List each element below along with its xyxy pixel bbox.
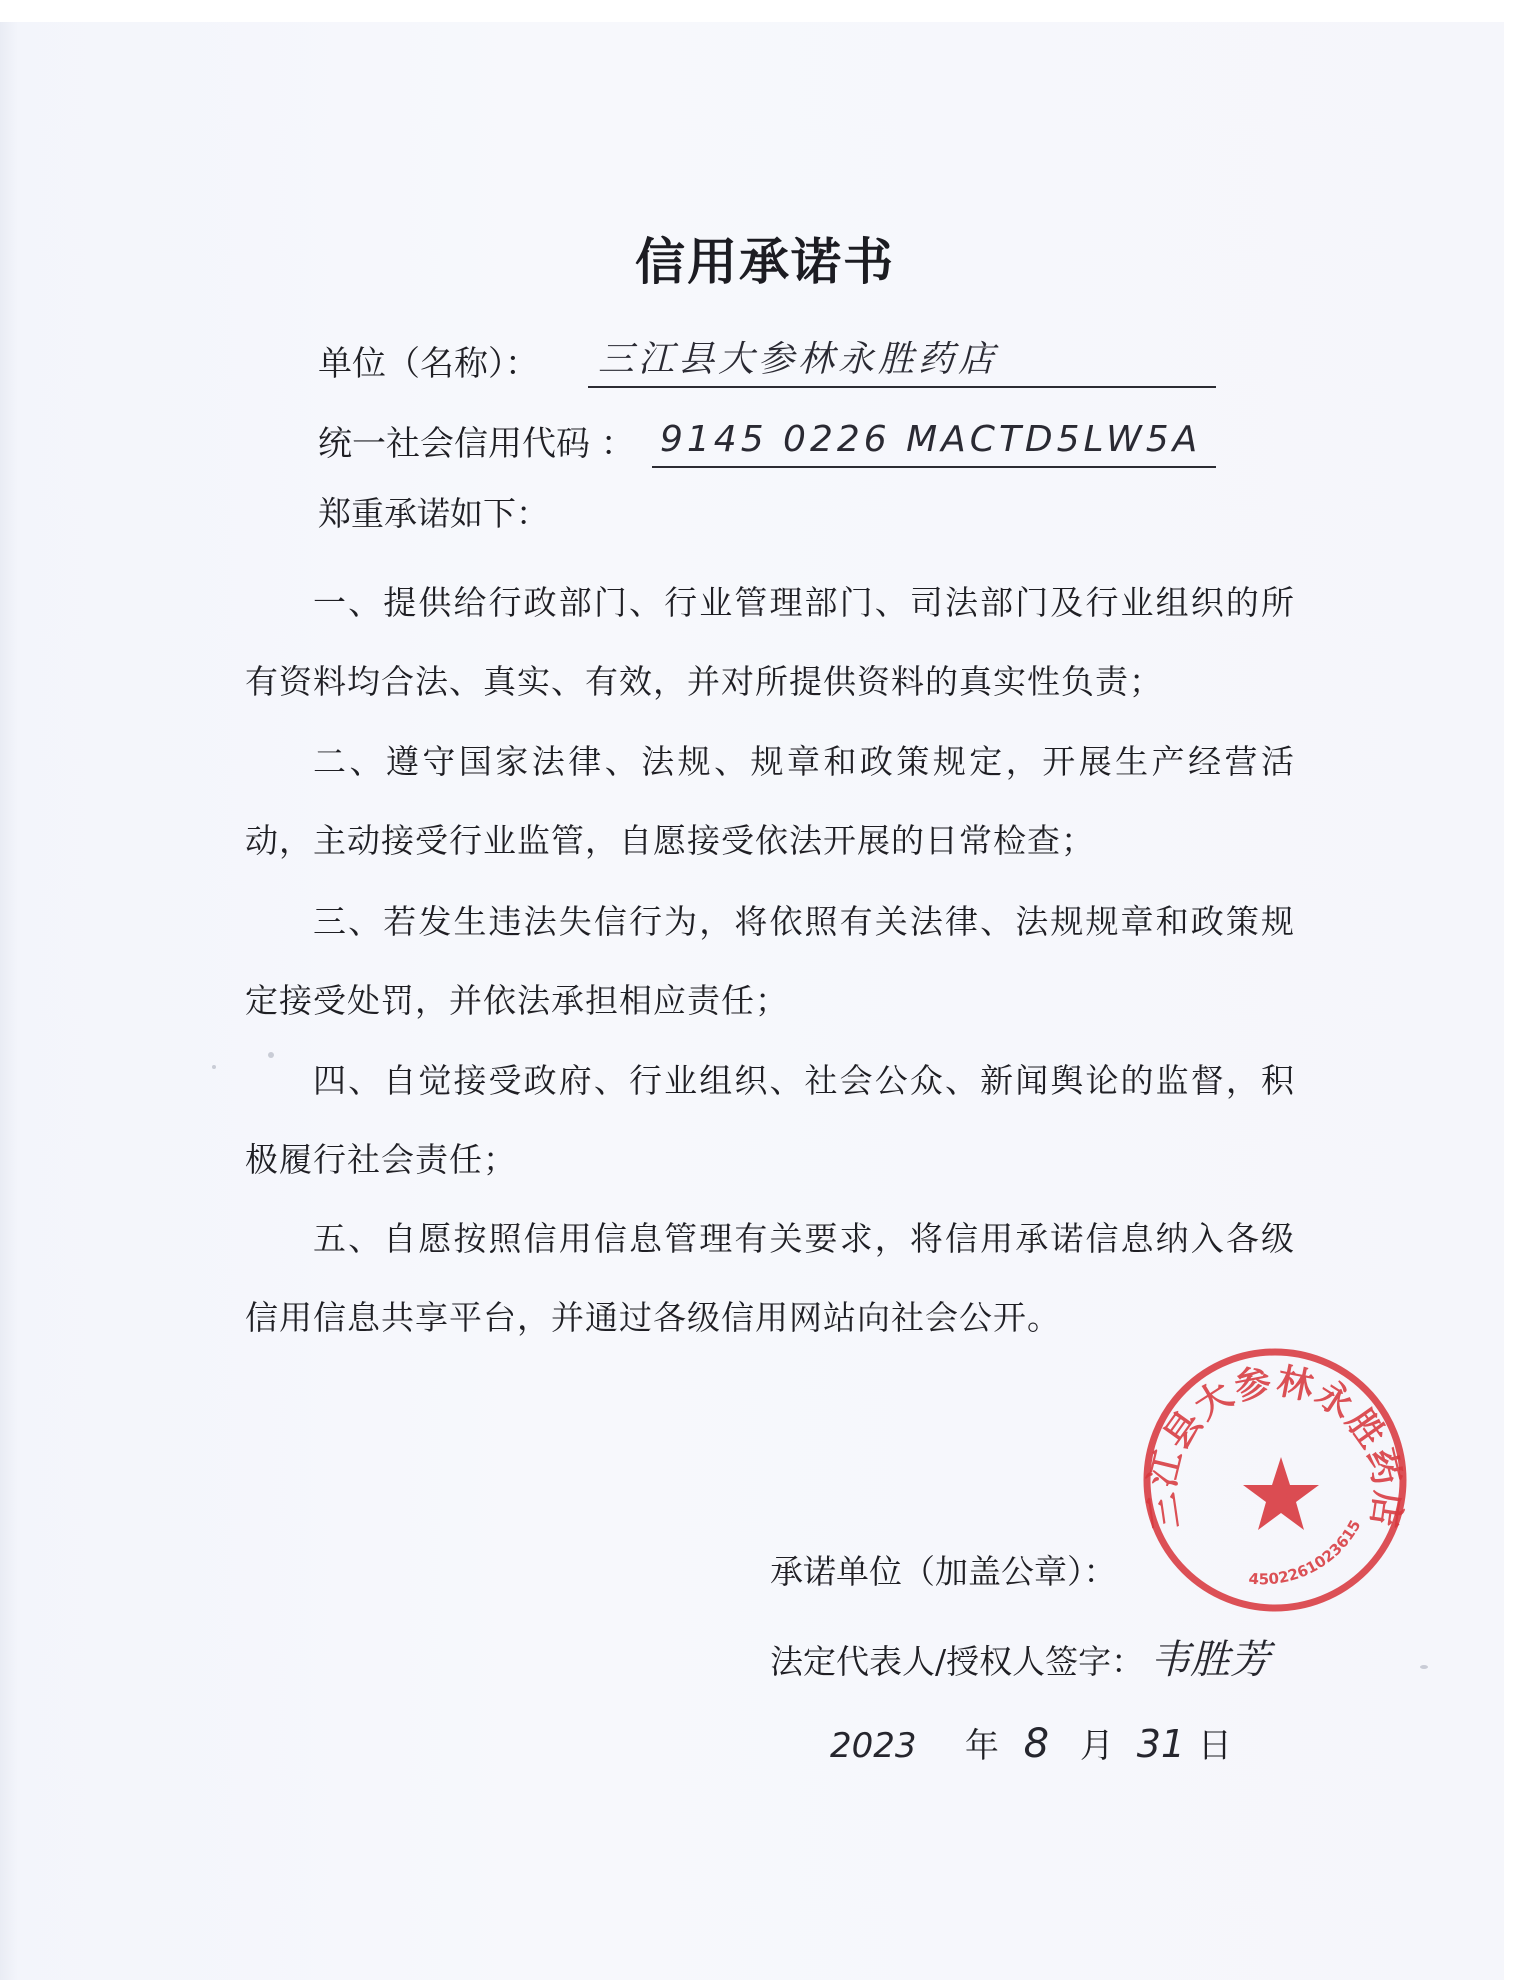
credit-code-label: 统一社会信用代码 ： bbox=[318, 424, 635, 464]
scan-edge-top bbox=[0, 0, 1530, 22]
scan-speck bbox=[212, 1065, 216, 1069]
credit-code-value: 9145 0226 MACTD5LW5A bbox=[660, 419, 1202, 460]
unit-name-label: 单位（名称）： bbox=[318, 344, 539, 384]
unit-name-row bbox=[318, 340, 539, 388]
unit-name-underline bbox=[588, 386, 1216, 388]
legal-rep-label: 法定代表人/授权人签字： bbox=[770, 1642, 1145, 1681]
commitment-paragraph-3: 三、若发生违法失信行为，将依照有关法律、法规规章和政策规定接受处罚，并依法承担相应责任； bbox=[245, 902, 1295, 1020]
date-year: 2023 bbox=[830, 1726, 917, 1766]
legal-rep-row bbox=[770, 1636, 1270, 1686]
scan-edge-left bbox=[0, 0, 18, 1980]
official-seal bbox=[1140, 1345, 1410, 1615]
date-year-suffix: 年 bbox=[964, 1726, 999, 1766]
commitment-paragraph-5: 五、自愿按照信用信息管理有关要求，将信用承诺信息纳入各级信用信息共享平台，并通过各级信用网站向社会公开。 bbox=[245, 1219, 1295, 1337]
sealing-unit-label: 承诺单位（加盖公章）： bbox=[770, 1552, 1117, 1591]
credit-code-underline bbox=[652, 466, 1216, 468]
legal-rep-signature: 韦胜芳 bbox=[1150, 1637, 1271, 1683]
seal-number: 4502261023615 bbox=[1247, 1516, 1365, 1589]
commitment-paragraph-4: 四、自觉接受政府、行业组织、社会公众、新闻舆论的监督，积极履行社会责任； bbox=[245, 1061, 1295, 1179]
seal-text: 三江县大参林永胜药店 bbox=[1141, 1361, 1409, 1532]
date-day: 31 bbox=[1136, 1722, 1186, 1766]
credit-code-row bbox=[318, 420, 635, 468]
document-title: 信用承诺书 bbox=[635, 232, 895, 291]
scan-edge-right bbox=[1504, 0, 1530, 1980]
seal-star-icon bbox=[1243, 1457, 1319, 1530]
commitment-paragraph-1: 一、提供给行政部门、行业管理部门、司法部门及行业组织的所有资料均合法、真实、有效，并对所提供资料的真实性负责； bbox=[245, 583, 1295, 701]
unit-name-value: 三江县大参林永胜药店 bbox=[598, 339, 999, 380]
signing-date bbox=[830, 1720, 1232, 1770]
date-month: 8 bbox=[1023, 1721, 1050, 1767]
intro-text: 郑重承诺如下： bbox=[318, 494, 549, 533]
date-month-suffix: 月 bbox=[1079, 1726, 1114, 1766]
scan-speck bbox=[1420, 1665, 1428, 1669]
commitment-paragraph-2: 二、遵守国家法律、法规、规章和政策规定，开展生产经营活动，主动接受行业监管，自愿接受依法开展的日常检查； bbox=[245, 742, 1295, 860]
date-day-suffix: 日 bbox=[1197, 1726, 1232, 1766]
